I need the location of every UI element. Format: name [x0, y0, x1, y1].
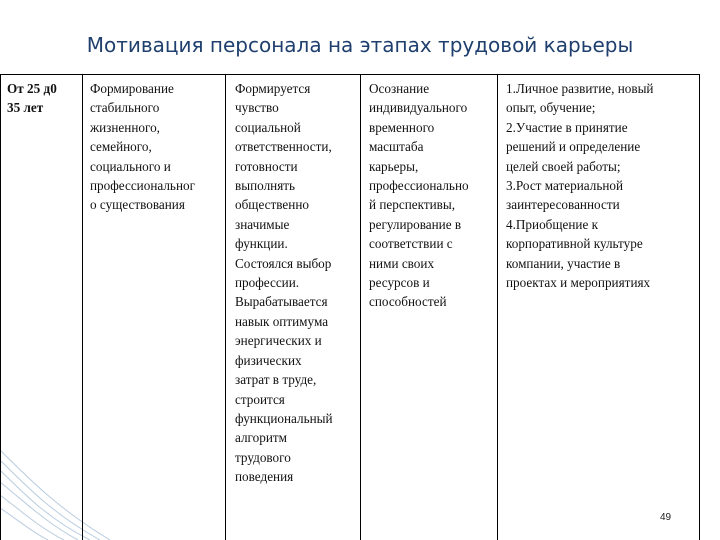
cell-line: готовности — [235, 158, 298, 174]
cell-line: трудового — [235, 449, 291, 465]
cell-line: 4.Приобщение к — [506, 216, 599, 232]
career-stage-table — [0, 74, 700, 540]
age-line: От 25 д0 — [7, 81, 57, 96]
page-number: 49 — [660, 512, 672, 523]
cell-line: стабильного — [90, 100, 160, 116]
cell-line: опыт, обучение; — [506, 100, 596, 116]
cell-line: жизненного, — [90, 119, 160, 135]
psychology-column — [226, 75, 361, 540]
cell-line: Формируется — [235, 81, 311, 96]
cell-line: функции. — [235, 236, 288, 252]
cell-line: 2.Участие в принятие — [506, 119, 628, 135]
cell-line: 3.Рост материальной — [506, 178, 624, 194]
cell-line: карьеры, — [369, 158, 419, 174]
age-line: 35 лет — [7, 100, 44, 116]
age-column — [1, 75, 83, 540]
cell-line: социального и — [90, 158, 171, 174]
cell-line: профессионально — [369, 178, 469, 194]
cell-line: й перспективы, — [369, 197, 456, 213]
cell-line: строится — [235, 391, 285, 407]
cell-line: проектах и мероприятиях — [506, 275, 651, 291]
cell-line: ресурсов и — [369, 275, 430, 291]
slide-title: Мотивация персонала на этапах трудовой карьеры — [86, 33, 634, 57]
cell-line: выполнять — [235, 178, 296, 194]
cell-line: способностей — [369, 294, 447, 310]
cell-line: семейного, — [90, 139, 152, 155]
cell-line: заинтересованности — [506, 197, 620, 213]
cell-line: энергических и — [235, 333, 322, 349]
cell-line: чувство — [235, 100, 279, 116]
cell-line: индивидуального — [369, 100, 468, 116]
cell-line: значимые — [235, 216, 290, 232]
cell-line: физических — [235, 352, 302, 368]
cell-line: социальной — [235, 119, 301, 135]
cell-line: временного — [369, 119, 435, 135]
cell-line: поведения — [235, 469, 294, 485]
career-awareness-column — [361, 75, 498, 540]
cell-line: Формирование — [90, 81, 174, 96]
cell-line: 1.Личное развитие, новый — [506, 81, 654, 96]
cell-line: масштаба — [369, 139, 424, 155]
cell-line: решений и определение — [506, 139, 641, 155]
cell-line: затрат в труде, — [235, 372, 317, 388]
cell-line: соответствии с — [369, 236, 453, 252]
motivation-factors-column — [498, 75, 699, 540]
cell-line: ответственности, — [235, 139, 332, 155]
cell-line: компании, участие в — [506, 255, 621, 271]
cell-line: профессии. — [235, 275, 300, 291]
cell-line: ними своих — [369, 255, 435, 271]
cell-line: общественно — [235, 197, 309, 213]
life-goals-column — [83, 75, 226, 540]
cell-line: функциональный — [235, 410, 333, 426]
cell-line: целей своей работы; — [506, 158, 621, 174]
cell-line: профессиональног — [90, 178, 196, 194]
cell-line: корпоративной культуре — [506, 236, 643, 252]
cell-line: Осознание — [369, 81, 430, 96]
cell-line: о существования — [90, 197, 185, 213]
cell-line: регулирование в — [369, 216, 462, 232]
cell-line: навык оптимума — [235, 313, 329, 329]
cell-line: алгоритм — [235, 430, 287, 446]
cell-line: Состоялся выбор — [235, 255, 332, 271]
cell-line: Вырабатывается — [235, 294, 328, 310]
